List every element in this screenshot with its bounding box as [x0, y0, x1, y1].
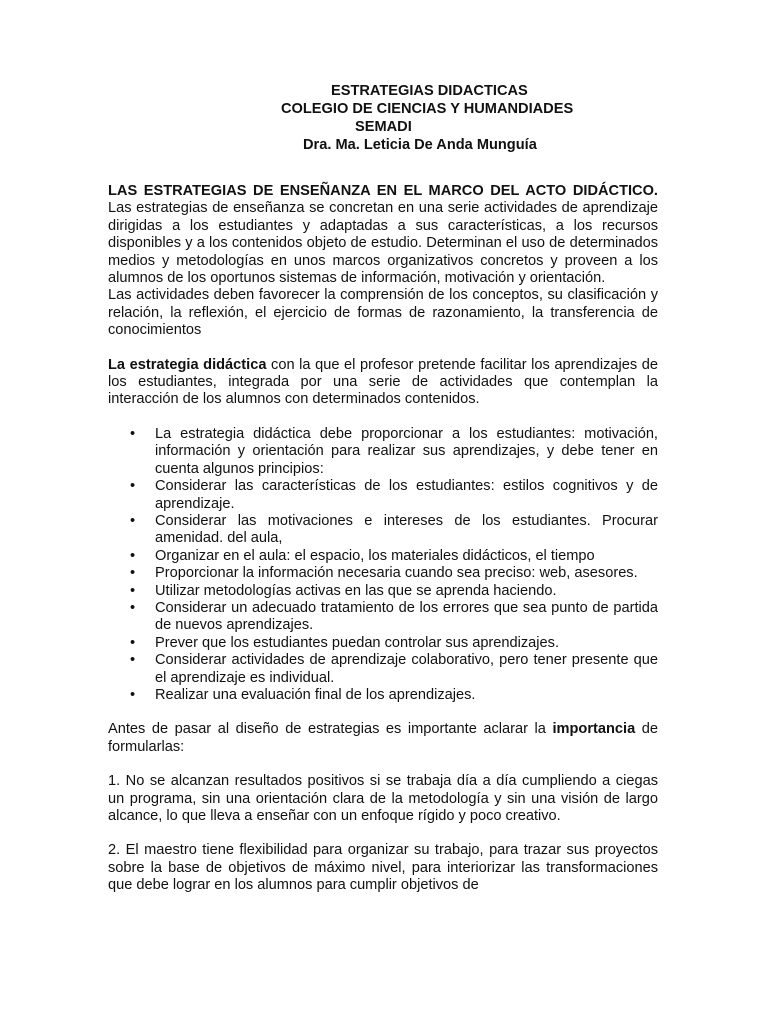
paragraph-text: Antes de pasar al diseño de estrategias es importante aclarar la — [108, 721, 553, 738]
principles-list — [108, 426, 658, 705]
list-item — [108, 513, 658, 548]
list-item-text: Considerar actividades de aprendizaje colaborativo, pero tener presente que el aprendizaje es individual. — [155, 652, 658, 686]
document-body — [108, 183, 658, 895]
list-item-text: Considerar las características de los estudiantes: estilos cognitivos y de aprendizaje. — [155, 478, 658, 512]
author-name: Dra. Ma. Leticia De Anda Munguía — [303, 137, 537, 153]
list-item-text: Considerar un adecuado tratamiento de los errores que sea punto de partida de nuevos aprendizajes. — [155, 599, 658, 634]
bullet-icon: • — [130, 634, 136, 651]
paragraph-text: con la que el profesor pretende facilitar los aprendizajes de los estudiantes, integrada por una serie de actividades que contemplan la interacción de los alumnos con determinados contenidos. — [108, 356, 658, 408]
list-item — [108, 652, 658, 687]
list-item — [108, 565, 658, 582]
list-item-text: Proporcionar la información necesaria cuando sea preciso: web, asesores. — [155, 565, 638, 582]
list-item-text: Utilizar metodologías activas en las que se aprenda haciendo. — [155, 582, 557, 599]
bold-term: La estrategia didáctica — [108, 356, 267, 373]
bullet-icon: • — [130, 478, 136, 495]
list-item — [108, 583, 658, 600]
bullet-icon: • — [130, 599, 136, 616]
bullet-icon: • — [130, 425, 136, 442]
list-item — [108, 548, 658, 565]
paragraph: Las actividades deben favorecer la comprensión de los conceptos, su clasificación y relación, la reflexión, el ejercicio de formas de razonamiento, la transferencia de conocimientos — [108, 287, 658, 339]
paragraph-text: Las estrategias de enseñanza se concretan en una serie actividades de aprendizaje dirigidas a los estudiantes y adaptadas a sus características, a los recursos disponibles y a los contenidos objeto de estudio. Determinan el uso de determinados medios y metodologías en unos marcos organizativos concretos y proveen a los alumnos de los oportunos sistemas de información, motivación y orientación. — [108, 200, 658, 287]
bullet-icon: • — [130, 565, 136, 582]
list-item-text: La estrategia didáctica debe proporcionar a los estudiantes: motivación, información y orientación para realizar sus aprendizajes, y debe tener en cuenta algunos principios: — [155, 425, 658, 477]
list-item — [108, 426, 658, 478]
list-item-text: Realizar una evaluación final de los aprendizajes. — [155, 686, 476, 703]
list-item-text: Organizar en el aula: el espacio, los materiales didácticos, el tiempo — [155, 547, 595, 564]
list-item — [108, 687, 658, 704]
list-item-text: Prever que los estudiantes puedan controlar sus aprendizajes. — [155, 634, 560, 651]
bold-term: importancia — [552, 721, 636, 738]
section-acto-didactico — [108, 183, 658, 340]
paragraph-text: de formularlas: — [108, 721, 658, 755]
list-item-text: Considerar las motivaciones e intereses de los estudiantes. Procurar amenidad. del aula, — [155, 512, 658, 547]
list-item — [108, 478, 658, 513]
numbered-point-1: 1. No se alcanzan resultados positivos si se trabaja día a día cumpliendo a ciegas un programa, sin una orientación clara de la metodología y sin una visión de largo alcance, lo que lleva a enseñar con un enfoque rígido y poco creativo. — [108, 773, 658, 824]
paragraph-importancia — [108, 721, 658, 756]
section-heading: LAS ESTRATEGIAS DE ENSEÑANZA EN EL MARCO DEL ACTO DIDÁCTICO. — [108, 183, 658, 199]
bullet-icon: • — [130, 512, 136, 529]
paragraph-estrategia — [108, 357, 658, 409]
bullet-icon: • — [130, 582, 136, 599]
list-item — [108, 600, 658, 635]
paragraph — [108, 183, 658, 287]
bullet-icon: • — [130, 547, 136, 564]
institution-name: COLEGIO DE CIENCIAS Y HUMANDIADES — [281, 101, 574, 117]
document-title: ESTRATEGIAS DIDACTICAS — [331, 83, 528, 99]
bullet-icon: • — [130, 652, 136, 669]
list-item — [108, 635, 658, 652]
numbered-point-2: 2. El maestro tiene flexibilidad para organizar su trabajo, para trazar sus proyectos sobre la base de objetivos de máximo nivel, para interiorizar las transformaciones que debe lograr en los alumnos para cumplir objetivos de — [108, 842, 658, 894]
department-name: SEMADI — [355, 119, 412, 135]
bullet-icon: • — [130, 686, 136, 703]
